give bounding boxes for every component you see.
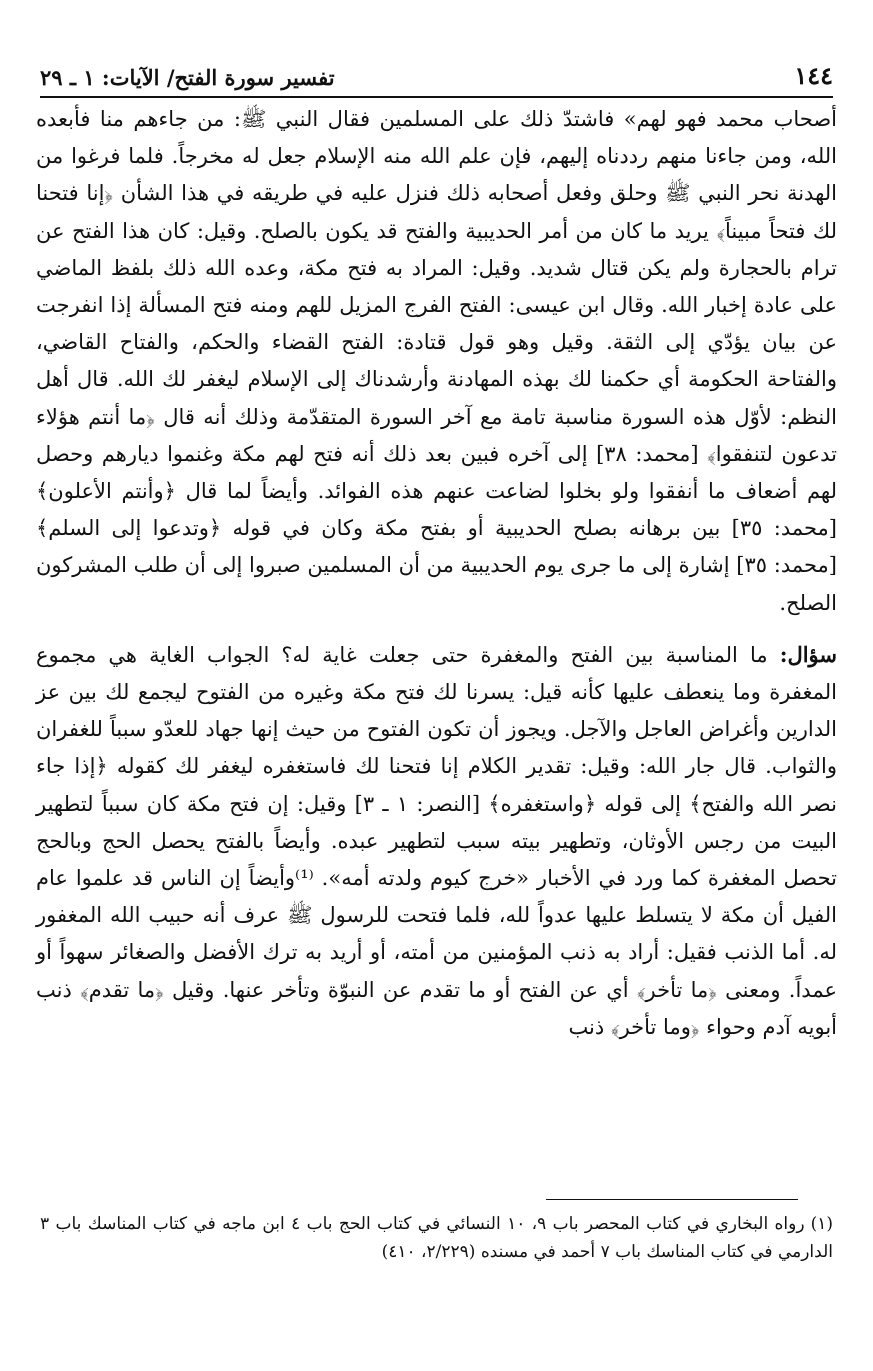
paragraph-text: أصحاب محمد فهو لهم» فاشتدّ ذلك على المسلمين فقال النبي ﷺ: من جاءهم منا فأبعده الله، ومن جاءنا منهم رددناه إليهم، فإن علم الله منه الإسلام جعل له مخرجاً. فلما فرغوا من الهدنة نحر النبي ﷺ وحلق وفعل أصحابه ذلك فنزل عليه في طريقه في هذا الشأن ﴿إنا فتحنا لك فتحاً مبيناً﴾ يريد ما كان من أمر الحديبية والفتح قد يكون بالصلح. وقيل: كان هذا الفتح عن ترام بالحجارة ولم يكن قتال شديد. وقيل: المراد به فتح مكة، وعده الله ذلك بلفظ الماضي على عادة إخبار الله. وقال ابن عيسى: الفتح الفرج المزيل للهم ومنه فتح المسألة إذا انفرجت عن بيان يؤدّي إلى الثقة. وقيل وهو قول قتادة: الفتح القضاء والحكم، والفتاح القاضي، والفتاحة الحكومة أي حكمنا لك بهذه المهادنة وأرشدناك إلى الإسلام ليغفر لك الله. قال أهل النظم: لأوّل هذه السورة مناسبة تامة مع آخر السورة المتقدّمة وذلك أنه قال ﴿ما أنتم هؤلاء تدعون لتنفقوا﴾ [محمد: ٣٨] إلى آخره فبين بعد ذلك أنه فتح لهم مكة وغنموا ديارهم وحصل لهم أضعاف ما أنفقوا ولو بخلوا لضاعت عنهم هذه الفوائد. وأيضاً لما قال ﴿وأنتم الأعلون﴾ [محمد: ٣٥] بين برهانه بصلح الحديبية أو بفتح مكة وكان في قوله ﴿وتدعوا إلى السلم﴾ [محمد: ٣٥] إشارة إلى ما جرى يوم الحديبية من أن المسلمين صبروا إلى أن طلب المشركون الصلح. bbox=[36, 107, 837, 615]
paragraph bbox=[36, 636, 837, 1046]
footnote-marker: (١) bbox=[810, 1214, 834, 1234]
page-number: ١٤٤ bbox=[794, 61, 833, 90]
footnote-divider bbox=[546, 1199, 798, 1200]
page-header bbox=[40, 44, 833, 98]
running-title: تفسير سورة الفتح/ الآيات: ١ ـ ٢٩ bbox=[40, 65, 335, 90]
question-lead: سؤال: bbox=[779, 641, 837, 667]
footnote-text: رواه البخاري في كتاب المحصر باب ٩، ١٠ النسائي في كتاب الحج باب ٤ ابن ماجه في كتاب المناسك باب ٣ الدارمي في كتاب المناسك باب ٧ أحمد في مسنده (٢/٢٢٩، ٤١٠) bbox=[40, 1214, 833, 1262]
footnote bbox=[40, 1210, 833, 1266]
body-text bbox=[36, 100, 837, 1046]
footnotes bbox=[40, 1210, 833, 1266]
paragraph-text: ما المناسبة بين الفتح والمغفرة حتى جعلت غاية له؟ الجواب الغاية هي مجموع المغفرة وما ينعطف عليها كأنه قيل: يسرنا لك فتح مكة وغيره من الفتوح ليجمع لك بين عز الدارين وأغراض العاجل والآجل. ويجوز أن تكون الفتوح من حيث إنها جهاد للعدّو سبباً للغفران والثواب. قال جار الله: وقيل: تقدير الكلام إنا فتحنا لك فاستغفره ليغفر لك كقوله ﴿إذا جاء نصر الله والفتح﴾ إلى قوله ﴿واستغفره﴾ [النصر: ١ ـ ٣] وقيل: إن فتح مكة كان سبباً لتطهير البيت من رجس الأوثان، وتطهير بيته سبب لتطهير عبده. وأيضاً بالفتح يحصل الحج وبالحج تحصل المغفرة كما ورد في الأخبار «خرج كيوم ولدته أمه». ⁽¹⁾وأيضاً إن الناس قد علموا عام الفيل أن مكة لا يتسلط عليها عدواً لله، فلما فتحت للرسول ﷺ عرف أنه حبيب الله المغفور له. أما الذنب فقيل: أراد به ذنب المؤمنين من أمته، أو أريد به ترك الأفضل والصغائر سهواً أو عمداً. ومعنى ﴿ما تأخر﴾ أي عن الفتح أو ما تقدم عن النبوّة وتأخر عنها. وقيل ﴿ما تقدم﴾ ذنب أبويه آدم وحواء ﴿وما تأخر﴾ ذنب bbox=[36, 642, 837, 1039]
paragraph bbox=[36, 100, 837, 622]
